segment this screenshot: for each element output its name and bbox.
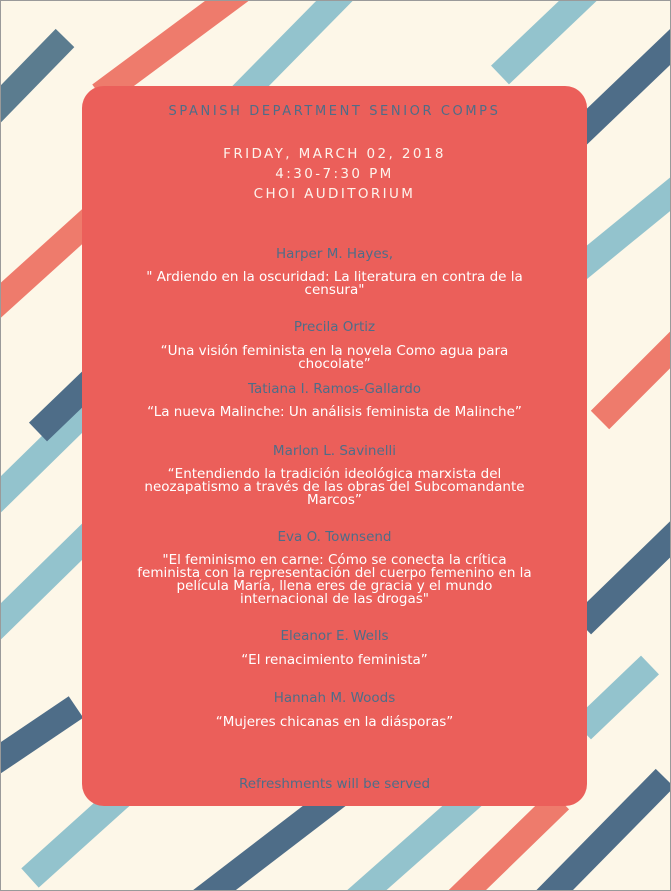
stripe — [100, 0, 255, 95]
stripe — [500, 0, 605, 75]
stripe — [575, 178, 671, 272]
event-card — [82, 86, 587, 806]
stripe — [575, 28, 671, 138]
stripe — [0, 215, 95, 310]
presentation-title: “La nueva Malinche: Un análisis feminista de Malinche” — [147, 404, 522, 420]
stripe — [0, 38, 65, 115]
refreshments-note: Refreshments will be served — [238, 776, 431, 792]
presenter-name: Eleanor E. Wells — [280, 628, 389, 644]
stripe — [0, 532, 92, 632]
presenter-name: Harper M. Hayes, — [276, 246, 393, 262]
stripe — [0, 707, 76, 765]
presentation-title: "El feminismo en carne: Cómo se conecta la crítica feminista con la representación del cuerpo femenino en la película María, llena eres de gracia y el mundo internacional de las drogas" — [137, 552, 532, 607]
stripe — [600, 330, 671, 420]
presentation-title: “Entendiendo la tradición ideológica marxista del neozapatismo a través de las obras del Subcomandante Marcos” — [144, 466, 525, 508]
event-location: CHOI AUDITORIUM — [253, 186, 416, 202]
presenter-name: Precila Ortiz — [293, 319, 376, 335]
presenter-name: Hannah M. Woods — [273, 690, 396, 706]
event-time: 4:30-7:30 PM — [275, 166, 394, 182]
event-date: FRIDAY, MARCH 02, 2018 — [223, 146, 446, 162]
presentation-title: " Ardiendo en la oscuridad: La literatura en contra de la censura" — [146, 269, 523, 298]
presenter-name: Marlon L. Savinelli — [272, 443, 397, 459]
presentation-title: “Mujeres chicanas en la diásporas” — [215, 714, 454, 730]
presentation-title: “Una visión feminista en la novela Como agua para chocolate” — [160, 343, 509, 372]
presenter-name: Eva O. Townsend — [277, 529, 392, 545]
stripe — [582, 520, 671, 625]
presenter-name: Tatiana I. Ramos-Gallardo — [247, 381, 422, 397]
stripe — [582, 665, 650, 730]
department-heading: SPANISH DEPARTMENT SENIOR COMPS — [168, 104, 501, 119]
presentation-title: “El renacimiento feminista” — [241, 652, 428, 668]
